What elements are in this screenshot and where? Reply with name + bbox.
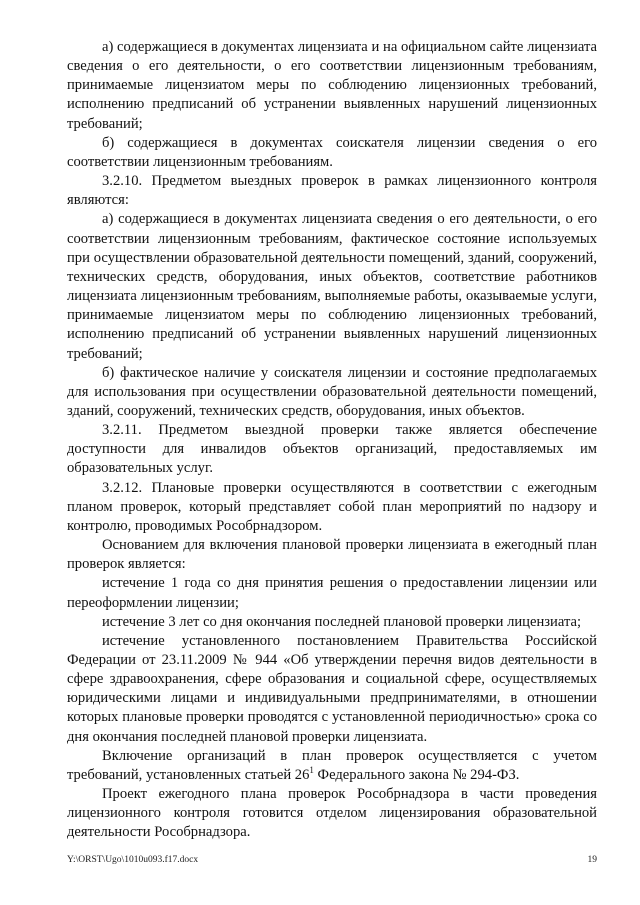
inclusion-text-after: Федерального закона № 294-ФЗ.	[313, 766, 520, 783]
paragraph-3-2-10: 3.2.10. Предметом выездных проверок в рамках лицензионного контроля являются:	[67, 173, 597, 209]
paragraph-b-applicant-documents: б) содержащиеся в документах соискателя лицензии сведения о его соответствии лицензионным требованиям.	[67, 134, 597, 170]
inclusion-text-before: Включение организаций в план проверок осуществляется с учетом требований, установленных статьей 26	[67, 747, 597, 783]
paragraph-3-2-11: 3.2.11. Предметом выездной проверки также является обеспечение доступности для инвалидов объектов организаций, предоставляемых им образовательных услуг.	[67, 422, 597, 477]
footer-file-path: Y:\ORST\Ugo\1010u093.f17.docx	[67, 855, 199, 865]
paragraph-draft-plan: Проект ежегодного плана проверок Рособрнадзора в части проведения лицензионного контроля готовится отделом лицензирования образовательной деятельности Рособрнадзора.	[67, 786, 597, 841]
paragraph-one-year-expiry: истечение 1 года со дня принятия решения о предоставлении лицензии или переоформлении лицензии;	[67, 575, 597, 611]
paragraph-3-2-12: 3.2.12. Плановые проверки осуществляются в соответствии с ежегодным планом проверок, который представляет собой план мероприятий по надзору и контролю, проводимых Рособрнадзором.	[67, 479, 597, 534]
article-superscript: 1	[309, 765, 314, 776]
paragraph-inclusion-requirements	[67, 747, 597, 785]
paragraph-a-licensee-documents: а) содержащиеся в документах лицензиата и на официальном сайте лицензиата сведения о его деятельности, о его соответствии лицензионным требованиям, принимаемые лицензиатом меры по соблюдению лицензионных требований, исполнению предписаний об устранении выявленных нарушений лицензионных требований;	[67, 39, 597, 132]
paragraph-a-onsite-subject: а) содержащиеся в документах лицензиата сведения о его деятельности, о его соответствии лицензионным требованиям, фактическое состояние используемых при осуществлении образовательной деятельности помещений, зданий, сооружений, технических средств, оборудования, иных объектов, соответствие работников лицензиата лицензионным требованиям, выполняемые работы, оказываемые услуги, принимаемые лицензиатом меры по соблюдению лицензионных требований, исполнению предписаний об устранении выявленных нарушений лицензионных требований;	[67, 211, 597, 362]
paragraph-government-decree: истечение установленного постановлением Правительства Российской Федерации от 23.11.2009 № 944 «Об утверждении перечня видов деятельности в сфере здравоохранения, сфере образования и социальной сфере, осуществляемых юридическими лицами и индивидуальными предпринимателями, в отношении которых плановые проверки проводятся с установленной периодичностью» срока со дня окончания последней плановой проверки лицензиата.	[67, 632, 597, 745]
document-body	[67, 38, 597, 843]
footer-page-number: 19	[587, 855, 597, 865]
paragraph-b-onsite-applicant: б) фактическое наличие у соискателя лицензии и состояние предполагаемых для использования при осуществлении образовательной деятельности помещений, зданий, сооружений, технических средств, оборудования, иных объектов.	[67, 364, 597, 419]
paragraph-basis-for-inclusion: Основанием для включения плановой проверки лицензиата в ежегодный план проверок является:	[67, 537, 597, 573]
paragraph-three-years-expiry: истечение 3 лет со дня окончания последней плановой проверки лицензиата;	[102, 613, 582, 630]
